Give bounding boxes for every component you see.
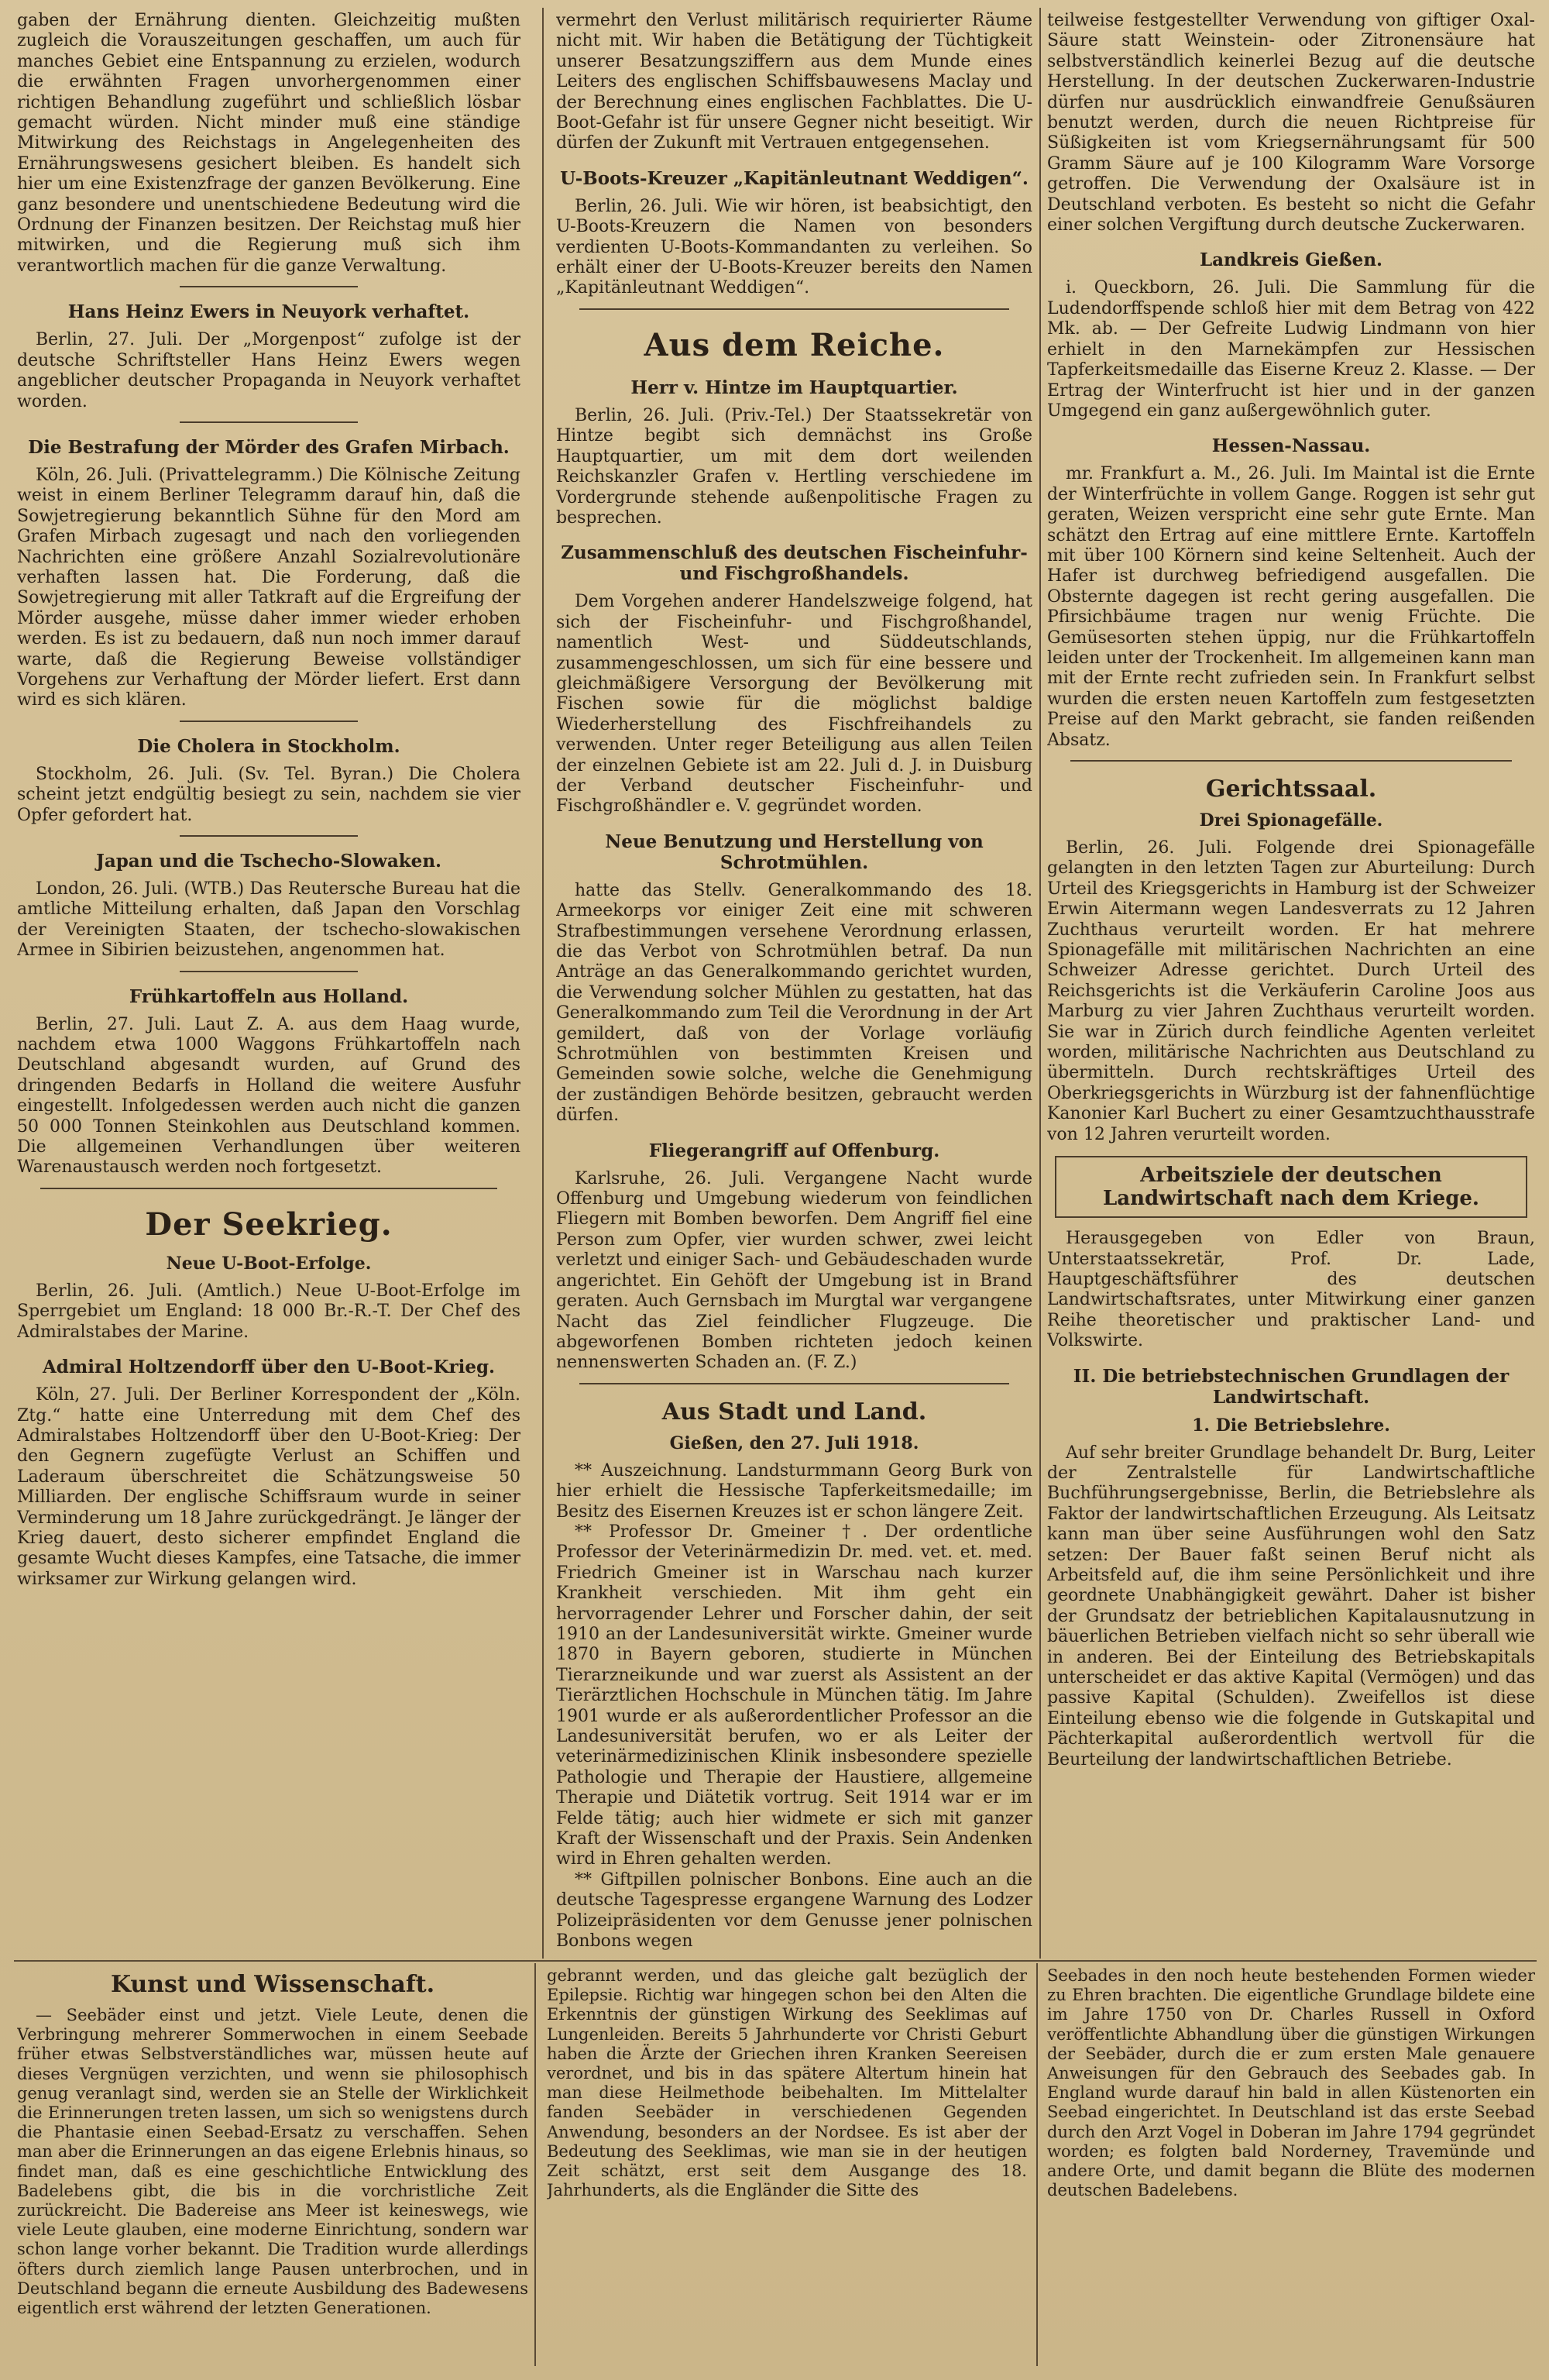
- article-heading: U-Boots-Kreuzer „Kapitänleutnant Weddigen“.: [560, 167, 1029, 189]
- feuilleton-column-2: [547, 1966, 1027, 2369]
- article-text: Köln, 26. Juli. (Privattelegramm.) Die Kölnische Zeitung weist in einem Berliner Telegramm darauf hin, daß die Sowjetregierung bekanntlich Sühne für den Mord am Grafen Mirbach zugesagt und nach den vorliegenden Nachrichten eine größere Anzahl Sozialrevolutionäre verhaften lassen hat. Die Forderung, daß die Sowjetregierung mit aller Tatkraft auf die Ergreifung der Mörder ausgehe, müsse daher immer wieder erhoben werden. Es ist zu bedauern, daß nun noch immer darauf warte, daß die Regierung Beweise vollständiger Vorgehens zur Verhaftung der Mörder liefert. Erst dann wird es sich klären.: [17, 465, 520, 710]
- article-text: Berlin, 27. Juli. Laut Z. A. aus dem Haag wurde, nachdem etwa 1000 Waggons Frühkartoffeln nach Deutschland abgesandt wurden, auf Grund des dringenden Bedarfs in Holland die weitere Ausfuhr eingestellt. Infolgedessen werden auch nicht die ganzen 50 000 Tonnen Steinkohlen aus Deutschland kommen. Die allgemeinen Verhandlungen über weiteren Warenaustausch werden noch fortgesetzt.: [17, 1014, 520, 1178]
- article-text: Berlin, 26. Juli. (Priv.-Tel.) Der Staatssekretär von Hintze begibt sich demnächst ins Große Hauptquartier, um mit dem dort weilenden Reichskanzler Grafen v. Hertling verschiedene im Vordergrunde stehende außenpolitische Fragen zu besprechen.: [556, 405, 1032, 528]
- article-text: Köln, 27. Juli. Der Berliner Korrespondent der „Köln. Ztg.“ hatte eine Unterredung mit dem Chef des Admiralstabes Holtzendorff über den U-Boot-Krieg: Der den Gegnern zugefügte Verlust an Schiffen und Laderaum überschreitet die Schätzungsweise 50 Milliarden. Der englische Schiffsraum wurde in seiner Verminderung um 18 Jahre zurückgedrängt. Je länger der Krieg dauert, desto sicherer empfindet England die gesamte Wucht dieses Kampfes, eine Tatsache, die immer wirksamer zur Wirkung gelangen wird.: [17, 1385, 520, 1589]
- article-text: gaben der Ernährung dienten. Gleichzeitig mußten zugleich die Vorauszeitungen geschaffen, um auch für manches Gebiet eine Entspannung zu erzielen, wodurch die erwähnten Fragen unvorhergenommen einer richtigen Behandlung zugeführt und schließlich lösbar gemacht würden. Nicht minder muß eine ständige Mitwirkung des Reichstags in Angelegenheiten des Ernährungswesens gesichert bleiben. Es handelt sich hier um eine Existenzfrage der ganzen Bevölkerung. Eine ganz besondere und unentschiedene Bedeutung wird die Ordnung der Finanzen besitzen. Der Reichstag muß hier mitwirken, und die Regierung muß sich ihm verantwortlich machen für die ganze Verwaltung.: [17, 11, 520, 276]
- article-heading: Die Cholera in Stockholm.: [137, 735, 400, 757]
- article-text: — Seebäder einst und jetzt. Viele Leute, denen die Verbringung mehrerer Sommerwochen in einem Seebade früher etwas Selbstverständliches war, müssen heute auf dieses Vergnügen verzichten, und wenn sie philosophisch genug veranlagt sind, werden sie an Stelle der Wirklichkeit die Erinnerungen treten lassen, um sich so wenigstens durch die Phantasie einen Seebad-Ersatz zu verschaffen. Sehen man aber die Erinnerungen an das eigene Erlebnis hinaus, so findet man, daß es eine geschichtliche Entwicklung des Badelebens gibt, die bis in die vorchristliche Zeit zurückreicht. Die Badereise ans Meer ist keineswegs, wie viele Leute glauben, eine moderne Einrichtung, sondern war schon lange vorher bekannt. Die Tradition wurde allerdings öfters durch ziemlich lange Pausen unterbrochen, und in Deutschland begann die erneute Ausbildung des Badewesens eigentlich erst während der letzten Generationen.: [17, 2006, 528, 2318]
- article-heading: Admiral Holtzendorff über den U-Boot-Krieg.: [42, 1357, 496, 1378]
- article-text: Herausgegeben von Edler von Braun, Unterstaatssekretär, Prof. Dr. Lade, Hauptgeschäftsführer des deutschen Landwirtschaftsrates, unter Mitwirkung einer ganzen Reihe theoretischer und praktischer Land- und Volkswirte.: [1047, 1229, 1535, 1351]
- section-heading: Gerichtssaal.: [1205, 776, 1377, 803]
- article-heading: Neue Benutzung und Herstellung von Schrotmühlen.: [605, 831, 984, 873]
- article-heading: II. Die betriebstechnischen Grundlagen der Landwirtschaft.: [1073, 1365, 1510, 1408]
- article-text: ** Professor Dr. Gmeiner †. Der ordentliche Professor der Veterinärmedizin Dr. med. vet. et. med. Friedrich Gmeiner ist in Warschau nach kurzer Krankheit verschieden. Mit ihm geht ein hervorragender Lehrer und Forscher dahin, der seit 1910 an der Landesuniversität wirkte. Gmeiner wurde 1870 in Bayern geboren, studierte in München Tierarzneikunde und war zuerst als Assistent an der Tierärztlichen Hochschule in München tätig. Im Jahre 1901 wurde er als außerordentlicher Professor an die Landesuniversität berufen, wo er als Leiter der veterinärmedizinischen Klinik insbesondere spezielle Pathologie und Therapie der Haustiere, allgemeine Therapie und Diätetik vortrug. Seit 1914 war er im Felde tätig; auch hier widmete er sich mit ganzer Kraft der Wissenschaft und der Praxis. Sein Andenken wird in Ehren gehalten werden.: [556, 1522, 1032, 1869]
- section-subheading: 1. Die Betriebslehre.: [1192, 1415, 1390, 1436]
- separator: [40, 1188, 497, 1189]
- article-text: Karlsruhe, 26. Juli. Vergangene Nacht wurde Offenburg und Umgebung wiederum von feindlichen Fliegern mit Bomben beworfen. Dem Angriff fiel eine Person zum Opfer, vier wurden schwer, zwei leicht verletzt und einiger Sach- und Gebäudeschaden wurde angerichtet. Ein Gehöft der Umgebung ist in Brand geraten. Auch Gernsbach im Murgtal war vergangene Nacht das Ziel feindlicher Flugzeuge. Die abgeworfenen Bomben richteten jedoch keinen nennenswerten Schaden an. (F. Z.): [556, 1168, 1032, 1373]
- article-text: Auf sehr breiter Grundlage behandelt Dr. Burg, Leiter der Zentralstelle für Landwirtschaftliche Buchführungsergebnisse, Berlin, die Betriebslehre als Faktor der landwirtschaftlichen Erzeugung. Als Leitsatz kann man über seine Ausführungen wohl den Satz setzen: Der Bauer faßt seinen Beruf nicht als Arbeitsfeld auf, die ihm seine Persönlichkeit und ihre geordnete Unabhängigkeit gewährt. Daher ist bisher der Grundsatz der betrieblichen Kapitalausnutzung in bäuerlichen Betrieben vielfach nicht so sehr überall wie in anderen. Bei der Einteilung des Betriebskapitals unterscheidet er das aktive Kapital (Vermögen) und das passive Kapital (Schulden). Zweifellos ist diese Einteilung ebenso wie die folgende in Gutskapital und Pächterkapital außerordentlich wertvoll für die Beurteilung der landwirtschaftlichen Betriebe.: [1047, 1443, 1535, 1770]
- article-text: i. Queckborn, 26. Juli. Die Sammlung für die Ludendorffspende schloß hier mit dem Betrag von 422 Mk. ab. — Der Gefreite Ludwig Lindmann von hier erhielt in den Marnekämpfen zur Hessischen Tapferkeitsmedaille das Eiserne Kreuz 2. Klasse. — Der Ertrag der Winterfrucht ist hier und in der ganzen Umgegend ein ganz außergewöhnlich guter.: [1047, 278, 1535, 421]
- article-text: London, 26. Juli. (WTB.) Das Reutersche Bureau hat die amtliche Mitteilung erhalten, daß Japan den Vorschlag der Vereinigten Staaten, der tschecho-slowakischen Armee in Sibirien beizustehen, angenommen hat.: [17, 879, 520, 961]
- article-text: Berlin, 26. Juli. (Amtlich.) Neue U-Boot-Erfolge im Sperrgebiet um England: 18 000 Br.-R.-T. Der Chef des Admiralstabes der Marine.: [17, 1281, 520, 1342]
- article-heading: Frühkartoffeln aus Holland.: [129, 985, 409, 1007]
- column-3: [1047, 11, 1535, 1955]
- column-2: [556, 11, 1032, 1955]
- article-heading: Japan und die Tschecho-Slowaken.: [95, 851, 442, 872]
- article-text: Berlin, 27. Juli. Der „Morgenpost“ zufolge ist der deutsche Schriftsteller Hans Heinz Ewers wegen angeblicher deutscher Propaganda in Neuyork verhaftet worden.: [17, 330, 520, 411]
- separator: [579, 308, 1009, 310]
- article-text: gebrannt werden, und das gleiche galt bezüglich der Epilepsie. Richtig war hingegen schon bei den Alten die Erkenntnis der günstigen Wirkung des Seeklimas auf Lungenleiden. Bereits 5 Jahrhunderte vor Christi Geburt haben die Ärzte der Griechen ihren Kranken Seereisen verordnet, und bis in das spätere Altertum hinein hat man diese Heilmethode beibehalten. Im Mittelalter fanden Seebäder in verschiedenen Gegenden Anwendung, besonders an der Nordsee. Es ist aber der Bedeutung des Seeklimas, wie man sie in der heutigen Zeit schätzt, erst seit dem Ausgange des 18. Jahrhunderts, als die Engländer die Sitte des: [547, 1966, 1027, 2200]
- article-heading: Landkreis Gießen.: [1199, 249, 1383, 271]
- feuilleton-section: [17, 1966, 1535, 2369]
- article-text: Berlin, 26. Juli. Wie wir hören, ist beabsichtigt, den U-Boots-Kreuzern die Namen von besonders verdienten U-Boots-Kommandanten zu verleihen. So erhält einer der U-Boots-Kreuzer bereits den Namen „Kapitänleutnant Weddigen“.: [556, 196, 1032, 298]
- separator: [1070, 760, 1512, 762]
- column-rule: [542, 8, 544, 1959]
- article-heading: Herr v. Hintze im Hauptquartier.: [630, 377, 958, 398]
- article-heading: Fliegerangriff auf Offenburg.: [648, 1140, 940, 1161]
- section-heading: Aus Stadt und Land.: [661, 1398, 927, 1426]
- article-text: Stockholm, 26. Juli. (Sv. Tel. Byran.) Die Cholera scheint jetzt endgültig besiegt zu sein, nachdem sie vier Opfer gefordert hat.: [17, 764, 520, 825]
- feuilleton-column-1: [17, 1966, 528, 2369]
- article-text: Berlin, 26. Juli. Folgende drei Spionagefälle gelangten in den letzten Tagen zur Aburteilung: Durch Urteil des Kriegsgerichts in Hamburg ist der Schweizer Erwin Aitermann wegen Landesverrats zu 12 Jahren Zuchthaus verurteilt worden. Er hat mehrere Spionagefälle mit militärischen Nachrichten an eine Schweizer Adresse gerichtet. Durch Urteil des Reichsgerichts ist die Verkäuferin Caroline Joos aus Marburg zu vier Jahren Zuchthaus verurteilt worden. Sie war in Zürich durch feindliche Agenten verleitet worden, militärische Nachrichten aus Deutschland zu übermitteln. Durch rechtskräftiges Urteil des Oberkriegsgerichts in Würzburg ist der fahnenflüchtige Kanonier Karl Buchert zu einer Gesamtzuchthausstrafe von 12 Jahren verurteilt worden.: [1047, 838, 1535, 1144]
- separator: [180, 835, 358, 837]
- article-text: vermehrt den Verlust militärisch requirierter Räume nicht mit. Wir haben die Betätigung der Tüchtigkeit unserer Besatzungsziffern aus dem Munde eines Leiters des englischen Schiffsbauwesens Maclay und der Berechnung eines englischen Fachblattes. Die U-Boot-Gefahr ist für unsere Gegner nicht beseitigt. Wir dürfen der Zukunft mit Vertrauen entgegensehen.: [556, 11, 1032, 153]
- section-subheading: Neue U-Boot-Erfolge.: [166, 1253, 372, 1274]
- article-text: Dem Vorgehen anderer Handelszweige folgend, hat sich der Fischeinfuhr- und Fischgroßhandel, namentlich West- und Süddeutschlands, zusammengeschlossen, um sich für eine bessere und gleichmäßigere Versorgung der Bevölkerung mit Fischen sowie für die möglichst baldige Wiederherstellung des Fischfreihandels zu verwenden. Unter reger Beteiligung aus allen Teilen der einzelnen Gebiete ist am 22. Juli d. J. in Duisburg der Verband deutscher Fischeinfuhr- und Fischgroßhändler e. V. gegründet worden.: [556, 592, 1032, 817]
- dateline: Gießen, den 27. Juli 1918.: [669, 1432, 919, 1453]
- article-heading: Hessen-Nassau.: [1211, 435, 1371, 457]
- article-text: teilweise festgestellter Verwendung von giftiger Oxal-Säure statt Weinstein- oder Zitronensäure hat selbstverständlich keinerlei Bezug auf die deutsche Herstellung. In der deutschen Zuckerwaren-Industrie dürfen nur ausdrücklich einwandfreie Genußsäuren benutzt werden, durch die neuen Richtpreise für Süßigkeiten ist vom Kriegsernährungsamt für 500 Gramm Säure auf je 100 Kilogramm Ware Vorsorge getroffen. Die Verwendung der Oxalsäure ist in Deutschland verboten. Es besteht so nicht die Gefahr einer solchen Vergiftung durch deutsche Zuckerwaren.: [1047, 11, 1535, 236]
- article-text: ** Auszeichnung. Landsturmmann Georg Burk von hier erhielt die Hessische Tapferkeitsmedaille; im Besitz des Eisernen Kreuzes ist er schon längere Zeit.: [556, 1460, 1032, 1522]
- separator: [579, 1383, 1009, 1384]
- section-subheading: Drei Spionagefälle.: [1199, 810, 1383, 831]
- section-heading: Der Seekrieg.: [145, 1205, 393, 1243]
- section-heading: Aus dem Reiche.: [644, 326, 945, 363]
- boxed-heading: Arbeitsziele der deutschen Landwirtschaft nach dem Kriege.: [1055, 1156, 1527, 1218]
- article-text: ** Giftpillen polnischer Bonbons. Eine auch an die deutsche Tagespresse ergangene Warnung des Lodzer Polizeipräsidenten vor dem Genusse jener polnischen Bonbons wegen: [556, 1869, 1032, 1952]
- feuilleton-column-3: [1047, 1966, 1535, 2369]
- column-rule: [1039, 8, 1041, 1959]
- article-text: Seebades in den noch heute bestehenden Formen wieder zu Ehren brachten. Die eigentliche Grundlage bildete eine im Jahre 1750 von Dr. Charles Russell in Oxford veröffentlichte Abhandlung über die günstigen Wirkungen der Seebäder, durch die er zum ersten Male genauere Anweisungen für den Gebrauch des Seebades gab. In England wurde darauf hin bald in allen Küstenorten ein Seebad eingerichtet. In Deutschland ist das erste Seebad durch den Arzt Vogel in Doberan im Jahre 1794 gegründet worden; es folgten bald Norderney, Travemünde und andere Orte, und damit begann die Blüte des modernen deutschen Badelebens.: [1047, 1966, 1535, 2200]
- section-heading: Kunst und Wissenschaft.: [110, 1971, 435, 1998]
- article-text: hatte das Stellv. Generalkommando des 18. Armeekorps vor einiger Zeit eine mit schweren Strafbestimmungen versehene Verordnung erlassen, die das Verbot von Schrotmühlen betraf. Da nun Anträge an das Generalkommando gerichtet wurden, die Verwendung solcher Mühlen zu gestatten, hat das Generalkommando zum Teil die Verordnung in der Art gemildert, daß von der Vorlage vorläufig Schrotmühlen von bestimmten Kreisen und Gemeinden sowie solche, welche die Genehmigung der zuständigen Behörde besitzen, gebraucht werden dürfen.: [556, 880, 1032, 1126]
- separator: [180, 286, 358, 287]
- article-text: mr. Frankfurt a. M., 26. Juli. Im Maintal ist die Ernte der Winterfrüchte in vollem Gange. Roggen ist sehr gut geraten, Weizen verspricht eine sehr gute Ernte. Man schätzt den Ertrag auf eine mittlere Ernte. Kartoffeln mit über 100 Körnern sind keine Seltenheit. Auch der Hafer ist durchweg befriedigend ausgefallen. Die Obsternte dagegen ist recht gering ausgefallen. Die Pfirsichbäume tragen nur wenig Früchte. Die Gemüsesorten stehen üppig, nur die Frühkartoffeln leiden unter der Trockenheit. Im allgemeinen kann man mit der Ernte recht zufrieden sein. In Frankfurt selbst wurden die ersten neuen Kartoffeln zum festgesetzten Preise auf den Markt gebracht, sie fanden reißenden Absatz.: [1047, 464, 1535, 750]
- separator: [180, 721, 358, 722]
- separator: [180, 971, 358, 972]
- column-1: [17, 11, 520, 1955]
- separator: [180, 421, 358, 423]
- article-heading: Zusammenschluß des deutschen Fischeinfuhr- und Fischgroßhandels.: [561, 542, 1028, 585]
- article-heading: Die Bestrafung der Mörder des Grafen Mirbach.: [28, 436, 510, 458]
- article-heading: Hans Heinz Ewers in Neuyork verhaftet.: [67, 301, 470, 323]
- section-rule: [14, 1960, 1537, 1962]
